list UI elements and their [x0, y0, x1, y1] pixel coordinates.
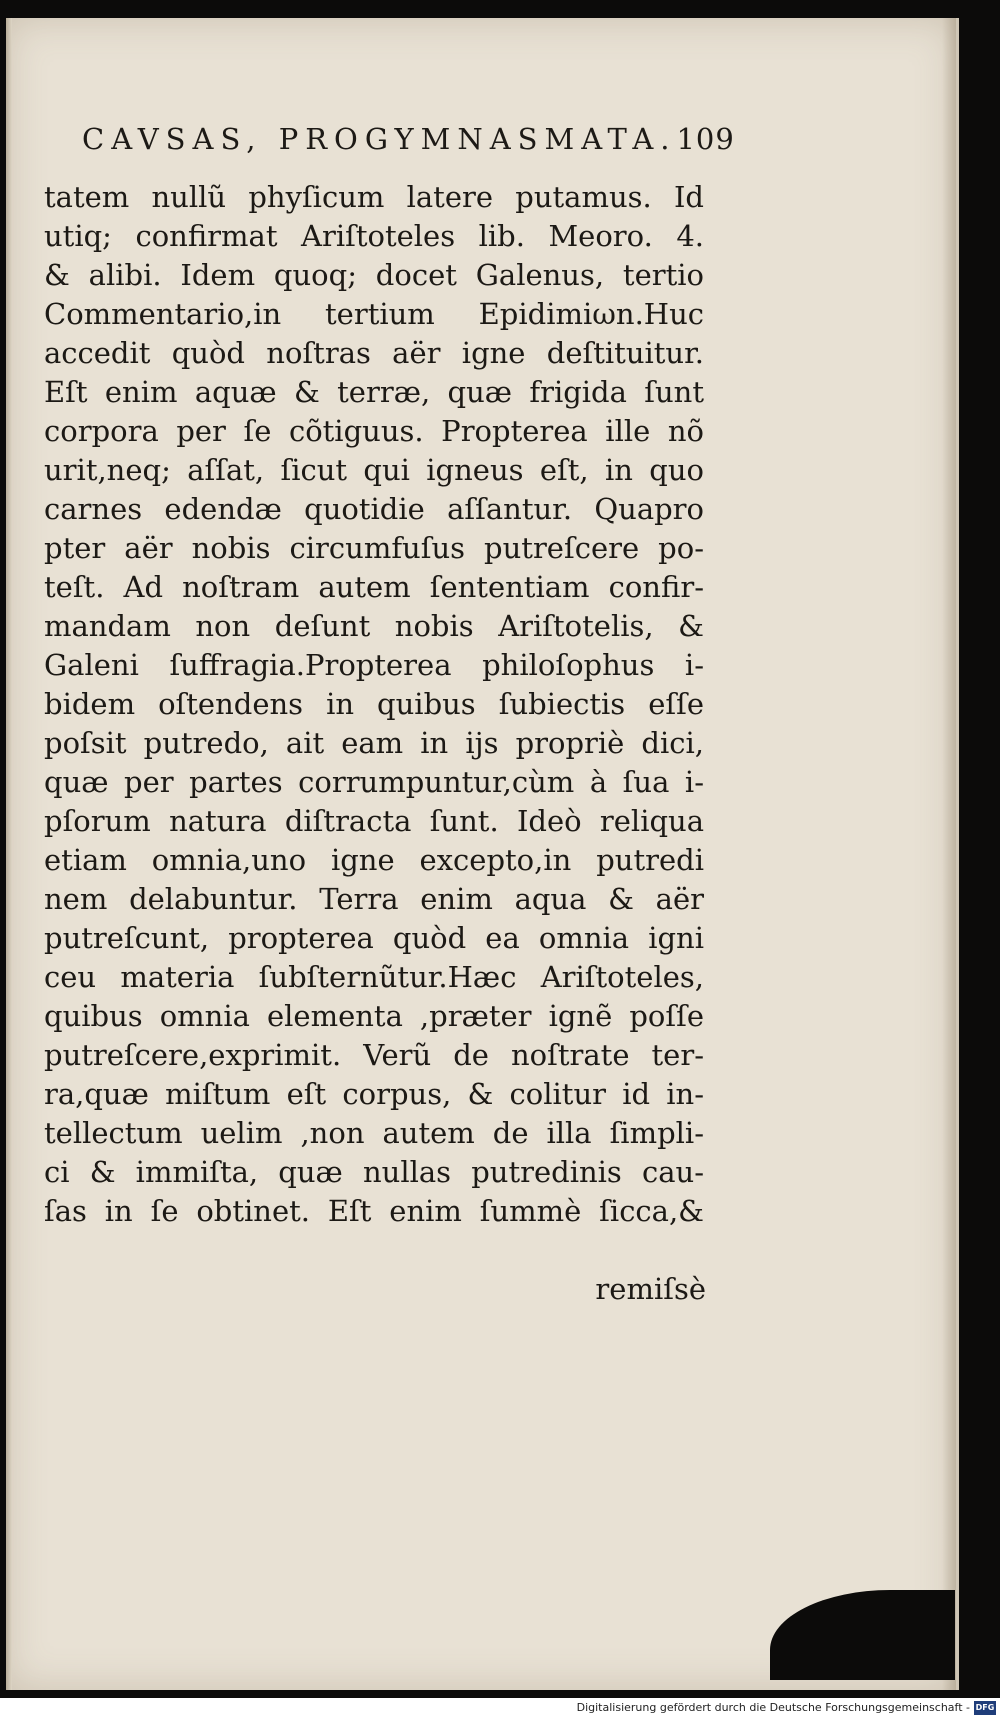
text-line: corpora per ſe cõtiguus. Propterea ille nõ	[44, 414, 704, 448]
text-line: pter aër nobis circumfuſus putreſcere po-	[44, 531, 704, 565]
text-line: urit,neq; aſſat, ſicut qui igneus eſt, in quo	[44, 453, 704, 487]
text-line: Eſt enim aquæ & terræ, quæ frigida ſunt	[44, 375, 704, 409]
text-line: poſsit putredo, ait eam in ijs propriè dici,	[44, 726, 704, 760]
text-line: etiam omnia,uno igne excepto,in putredi	[44, 843, 704, 877]
catchword: remiſsè	[595, 1272, 706, 1306]
running-head	[82, 122, 735, 156]
running-head-title: CAVSAS, PROGYMNASMATA.	[82, 122, 677, 156]
text-line: ſas in ſe obtinet. Eſt enim ſummè ſicca,&	[44, 1194, 704, 1228]
text-line: ra,quæ miſtum eſt corpus, & colitur id in-	[44, 1077, 704, 1111]
body-text	[44, 178, 704, 1231]
page-number: 109	[676, 122, 735, 156]
text-line: quibus omnia elementa ,præter ignẽ poſſe	[44, 999, 704, 1033]
text-line: & alibi. Idem quoq; docet Galenus, tertio	[44, 258, 704, 292]
text-line: putreſcunt, propterea quòd ea omnia igni	[44, 921, 704, 955]
text-line: Galeni ſuffragia.Propterea philoſophus i-	[44, 648, 704, 682]
text-line: quæ per partes corrumpuntur,cùm à ſua i-	[44, 765, 704, 799]
funding-credit: Digitalisierung gefördert durch die Deutsche Forschungsgemeinschaft -	[576, 1701, 970, 1714]
text-line: teſt. Ad noſtram autem ſententiam confir-	[44, 570, 704, 604]
text-line: mandam non deſunt nobis Ariſtotelis, &	[44, 609, 704, 643]
text-line: pſorum natura diſtracta ſunt. Ideò reliqua	[44, 804, 704, 838]
text-line: accedit quòd noſtras aër igne deſtituitur.	[44, 336, 704, 370]
book-page	[6, 18, 959, 1690]
text-line: Commentario,in tertium Epidimiωn.Huc	[44, 297, 704, 331]
text-line: putreſcere,exprimit. Verũ de noſtrate ter-	[44, 1038, 704, 1072]
text-line: carnes edendæ quotidie aſſantur. Quapro	[44, 492, 704, 526]
page-edge	[6, 18, 12, 1690]
text-line: tellectum uelim ,non autem de illa ſimpli-	[44, 1116, 704, 1150]
page-fold-shadow	[942, 18, 956, 1690]
text-line: ceu materia ſubſternũtur.Hæc Ariſtoteles,	[44, 960, 704, 994]
text-line: bidem oſtendens in quibus ſubiectis eſſe	[44, 687, 704, 721]
text-line: tatem nullũ phyſicum latere putamus. Id	[44, 180, 704, 214]
dfg-logo-icon: DFG	[974, 1701, 996, 1715]
text-line: ci & immiſta, quæ nullas putredinis cau-	[44, 1155, 704, 1189]
digitization-footer	[0, 1698, 1000, 1720]
text-line: nem delabuntur. Terra enim aqua & aër	[44, 882, 704, 916]
text-line: utiq; confirmat Ariſtoteles lib. Meoro. 4.	[44, 219, 704, 253]
